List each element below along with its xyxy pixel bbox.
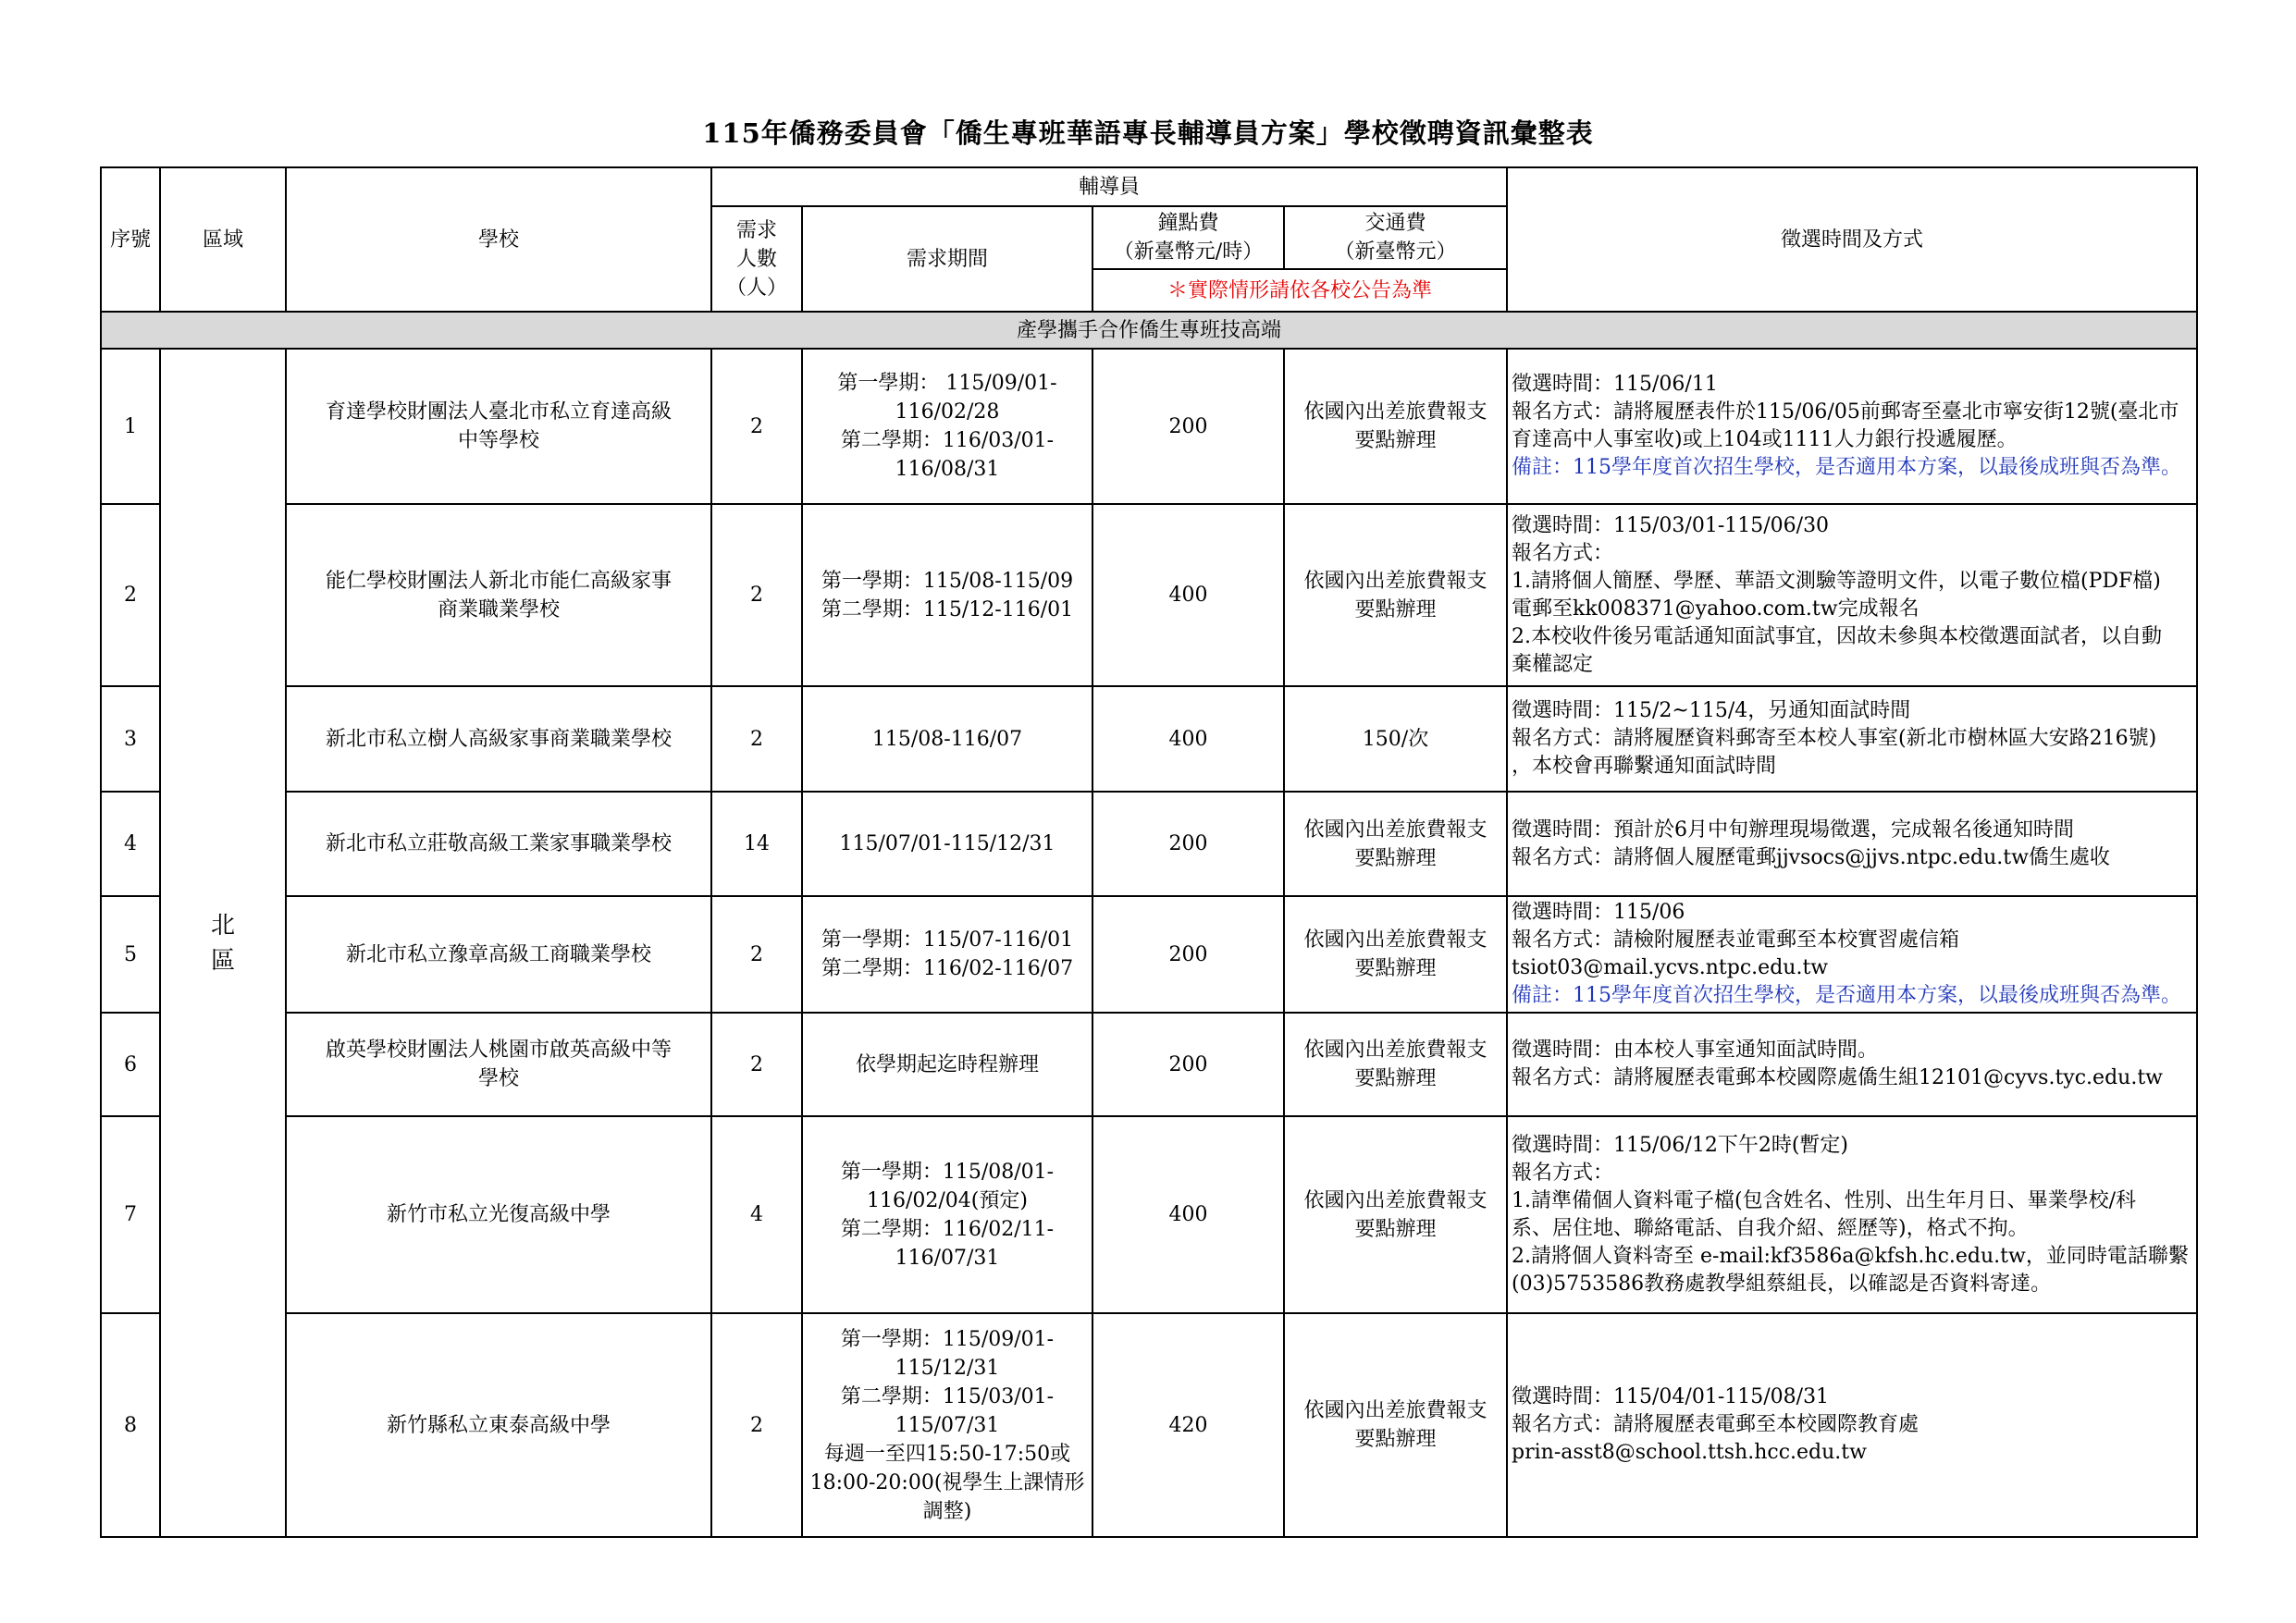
header-region: 區域 [160,167,286,312]
recruit-details [1507,504,2197,686]
transport-fee [1284,349,1507,504]
transport-fee-line: 要點辦理 [1354,1217,1437,1241]
transport-fee [1284,1313,1507,1537]
school-name-line: 新竹縣私立東泰高級中學 [386,1413,611,1437]
demand-period-line: 115/08-116/07 [871,727,1023,751]
transport-fee-line: 依國內出差旅費報支 [1303,928,1487,952]
tutor-count: 14 [711,792,802,896]
school-name-line: 育達學校財團法人臺北市私立育達高級 [325,400,672,424]
header-count-line: （人） [725,276,787,300]
table-row [101,896,2197,1013]
school-name-line: 商業職業學校 [437,597,560,621]
header-hourly-line: 鐘點費 [1157,212,1219,235]
school-name-line: 新竹市私立光復高級中學 [386,1203,611,1226]
transport-fee-line: 依國內出差旅費報支 [1303,1188,1487,1212]
recruit-detail-line: tsiot03@mail.ycvs.ntpc.edu.tw [1512,956,1829,979]
transport-fee-line: 要點辦理 [1354,957,1437,980]
header-transport-line: （新臺幣元） [1334,240,1457,264]
row-no: 3 [101,686,160,792]
row-no: 2 [101,504,160,686]
recruit-detail-line: 2.本校收件後另電話通知面試事宜，因故未參與本校徵選面試者，以自動 [1512,624,2163,648]
recruit-details [1507,896,2197,1013]
demand-period-line: 第二學期：116/03/01- [840,429,1055,452]
header-school: 學校 [286,167,711,312]
row-no: 6 [101,1013,160,1116]
transport-fee [1284,896,1507,1013]
recruit-detail-line: 2.請將個人資料寄至 e-mail:kf3586a@kfsh.hc.edu.tw，並同時電話聯繫 [1512,1244,2189,1268]
transport-fee-line: 150/次 [1362,727,1429,751]
transport-fee-line: 要點辦理 [1354,429,1437,452]
demand-period-line: 116/02/28 [895,400,1000,424]
recruit-note: 備註：115學年度首次招生學校，是否適用本方案，以最後成班與否為準。 [1512,456,2182,479]
school-name-line: 能仁學校財團法人新北市能仁高級家事 [325,569,672,593]
header-period: 需求期間 [802,206,1092,312]
school-name-line: 中等學校 [457,429,539,452]
transport-fee-line: 依國內出差旅費報支 [1303,1399,1487,1422]
row-no: 8 [101,1313,160,1537]
hourly-fee: 200 [1092,349,1284,504]
school-name [286,686,711,792]
table-row [101,1013,2197,1116]
demand-period-line: 115/12/31 [895,1356,1000,1380]
row-no: 4 [101,792,160,896]
table-row [101,504,2197,686]
table-row [101,349,2197,504]
recruit-details [1507,792,2197,896]
region-cell [160,349,286,1537]
demand-period-line: 第一學期：115/08-115/09 [821,569,1074,593]
hourly-fee: 420 [1092,1313,1284,1537]
hourly-fee: 200 [1092,1013,1284,1116]
demand-period-line: 第一學期：115/09/01- [840,1327,1055,1351]
demand-period-line: 第一學期：115/08/01- [840,1160,1055,1184]
recruit-detail-line: 報名方式： [1512,541,1614,565]
recruit-detail-line: ，本校會再聯繫通知面試時間 [1512,755,1777,778]
tutor-count: 2 [711,1013,802,1116]
recruit-detail-line: 1.請準備個人資料電子檔(包含姓名、性別、出生年月日、畢業學校/科 [1512,1188,2137,1212]
recruit-details [1507,686,2197,792]
transport-fee-line: 依國內出差旅費報支 [1303,400,1487,424]
transport-fee-line: 要點辦理 [1354,1067,1437,1090]
tutor-count: 2 [711,896,802,1013]
recruit-detail-line: 報名方式：請將履歷表電郵至本校國際教育處 [1512,1413,1920,1436]
transport-fee-line: 要點辦理 [1354,1428,1437,1451]
header-recruit: 徵選時間及方式 [1507,167,2197,312]
school-name-line: 啟英學校財團法人桃園市啟英高級中等 [325,1039,672,1062]
hourly-fee: 400 [1092,504,1284,686]
demand-period-line: 每週一至四15:50-17:50或 [823,1442,1071,1466]
hourly-fee: 400 [1092,1116,1284,1313]
demand-period-line: 第二學期：116/02/11- [840,1217,1055,1241]
transport-fee [1284,1116,1507,1313]
school-name [286,1013,711,1116]
header-count [711,206,802,312]
tutor-count: 2 [711,1313,802,1537]
recruit-details [1507,1013,2197,1116]
transport-fee [1284,686,1507,792]
table-row [101,1116,2197,1313]
recruit-detail-line: 報名方式：請將個人履歷電郵jjvsocs@jjvs.ntpc.edu.tw僑生處收 [1512,845,2110,869]
transport-fee [1284,504,1507,686]
recruit-detail-line: 系、居住地、聯絡電話、自我介紹、經歷等)，格式不拘。 [1512,1216,2029,1240]
recruit-detail-line: 徵選時間：115/06 [1512,901,1685,924]
tutor-count: 2 [711,504,802,686]
demand-period [802,1013,1092,1116]
demand-period [802,896,1092,1013]
recruit-detail-line: 報名方式：請檢附履歷表並電郵至本校實習處信箱 [1512,928,1960,952]
header-count-line: 需求 [735,218,777,242]
recruit-detail-line: 徵選時間：由本校人事室通知面試時間。 [1512,1039,1879,1062]
table-row [101,1313,2197,1537]
recruit-note: 備註：115學年度首次招生學校，是否適用本方案，以最後成班與否為準。 [1512,984,2182,1007]
demand-period-line: 116/08/31 [895,458,1000,481]
table-row [101,792,2197,896]
transport-fee-line: 要點辦理 [1354,846,1437,870]
recruit-details [1507,1313,2197,1537]
school-name [286,504,711,686]
document-title: 115年僑務委員會「僑生專班華語專長輔導員方案」學校徵聘資訊彙整表 [702,117,1594,149]
demand-period-line: 116/02/04(預定) [867,1188,1028,1212]
demand-period-line: 依學期起迄時程辦理 [855,1052,1039,1076]
recruit-detail-line: 報名方式： [1512,1161,1614,1185]
header-no: 序號 [101,167,160,312]
recruit-detail-line: 徵選時間：115/04/01-115/08/31 [1512,1385,1830,1408]
hourly-fee: 200 [1092,896,1284,1013]
recruit-detail-line: prin-asst8@school.ttsh.hcc.edu.tw [1512,1441,1867,1464]
demand-period [802,504,1092,686]
transport-fee-line: 依國內出差旅費報支 [1303,818,1487,842]
row-no: 1 [101,349,160,504]
school-name-line: 新北市私立豫章高級工商職業學校 [345,942,651,966]
row-no: 7 [101,1116,160,1313]
demand-period-line: 115/07/31 [895,1413,1000,1437]
recruit-details [1507,1116,2197,1313]
hourly-fee: 200 [1092,792,1284,896]
recruit-detail-line: 徵選時間：115/03/01-115/06/30 [1512,513,1830,537]
recruit-detail-line: 報名方式：請將履歷資料郵寄至本校人事室(新北市樹林區大安路216號) [1512,727,2157,750]
header-hourly-line: （新臺幣元/時） [1113,240,1264,264]
school-name [286,896,711,1013]
region-label: 北 [210,911,235,940]
school-name [286,1313,711,1537]
transport-fee-line: 依國內出差旅費報支 [1303,1039,1487,1062]
demand-period-line: 第一學期：115/07-116/01 [821,928,1074,952]
recruit-details [1507,349,2197,504]
transport-fee-line: 依國內出差旅費報支 [1303,569,1487,593]
transport-fee [1284,792,1507,896]
section-header: 產學攜手合作僑生專班技高端 [101,312,2197,349]
demand-period [802,1116,1092,1313]
demand-period-line: 116/07/31 [895,1246,1000,1270]
demand-period-line: 調整) [922,1499,972,1523]
school-name-line: 新北市私立樹人高級家事商業職業學校 [325,727,672,751]
row-no: 5 [101,896,160,1013]
recruit-detail-line: 1.請將個人簡歷、學歷、華語文測驗等證明文件，以電子數位檔(PDF檔) [1512,569,2161,593]
tutor-count: 4 [711,1116,802,1313]
recruit-detail-line: 電郵至kk008371@yahoo.com.tw完成報名 [1512,596,1920,621]
tutor-count: 2 [711,349,802,504]
recruit-detail-line: 徵選時間：115/06/12下午2時(暫定) [1512,1133,1848,1157]
demand-period-line: 18:00-20:00(視學生上課情形 [809,1470,1085,1494]
demand-period [802,1313,1092,1537]
school-name [286,792,711,896]
demand-period-line: 第二學期：116/02-116/07 [821,957,1074,980]
recruit-detail-line: 報名方式：請將履歷表件於115/06/05前郵寄至臺北市寧安街12號(臺北市 [1512,400,2179,424]
table-row [101,686,2197,792]
demand-period [802,792,1092,896]
recruit-detail-line: (03)5753586教務處教學組蔡組長，以確認是否資料寄達。 [1512,1272,2052,1296]
recruit-detail-line: 棄權認定 [1512,652,1594,676]
recruit-detail-line: 徵選時間：預計於6月中旬辦理現場徵選，完成報名後通知時間 [1512,818,2075,842]
recruit-detail-line: 育達高中人事室收)或上104或1111人力銀行投遞履歷。 [1512,428,2018,451]
demand-period-line: 第二學期：115/12-116/01 [821,597,1074,621]
header-hourly [1092,206,1284,269]
header-transport-line: 交通費 [1364,212,1426,235]
header-transport [1284,206,1507,269]
header-count-line: 人數 [735,247,777,271]
demand-period-line: 第二學期：115/03/01- [840,1384,1055,1408]
demand-period-line: 115/07/01-115/12/31 [839,832,1055,855]
school-name [286,1116,711,1313]
demand-period-line: 第一學期： 115/09/01- [837,372,1057,395]
recruit-detail-line: 徵選時間：115/06/11 [1512,373,1718,396]
recruitment-table [100,166,2198,1538]
recruit-detail-line: 徵選時間：115/2~115/4，另通知面試時間 [1512,699,1911,722]
demand-period [802,349,1092,504]
hourly-fee: 400 [1092,686,1284,792]
school-name [286,349,711,504]
school-name-line: 新北市私立莊敬高級工業家事職業學校 [325,832,672,855]
header-tutor-group: 輔導員 [711,167,1507,206]
recruit-detail-line: 報名方式：請將履歷表電郵本校國際處僑生組12101@cyvs.tyc.edu.tw [1512,1066,2163,1089]
transport-fee-line: 要點辦理 [1354,597,1437,621]
tutor-count: 2 [711,686,802,792]
fee-note: ＊實際情形請依各校公告為準 [1092,269,1507,312]
region-label: 區 [210,946,235,975]
school-name-line: 學校 [477,1067,519,1090]
demand-period [802,686,1092,792]
transport-fee [1284,1013,1507,1116]
